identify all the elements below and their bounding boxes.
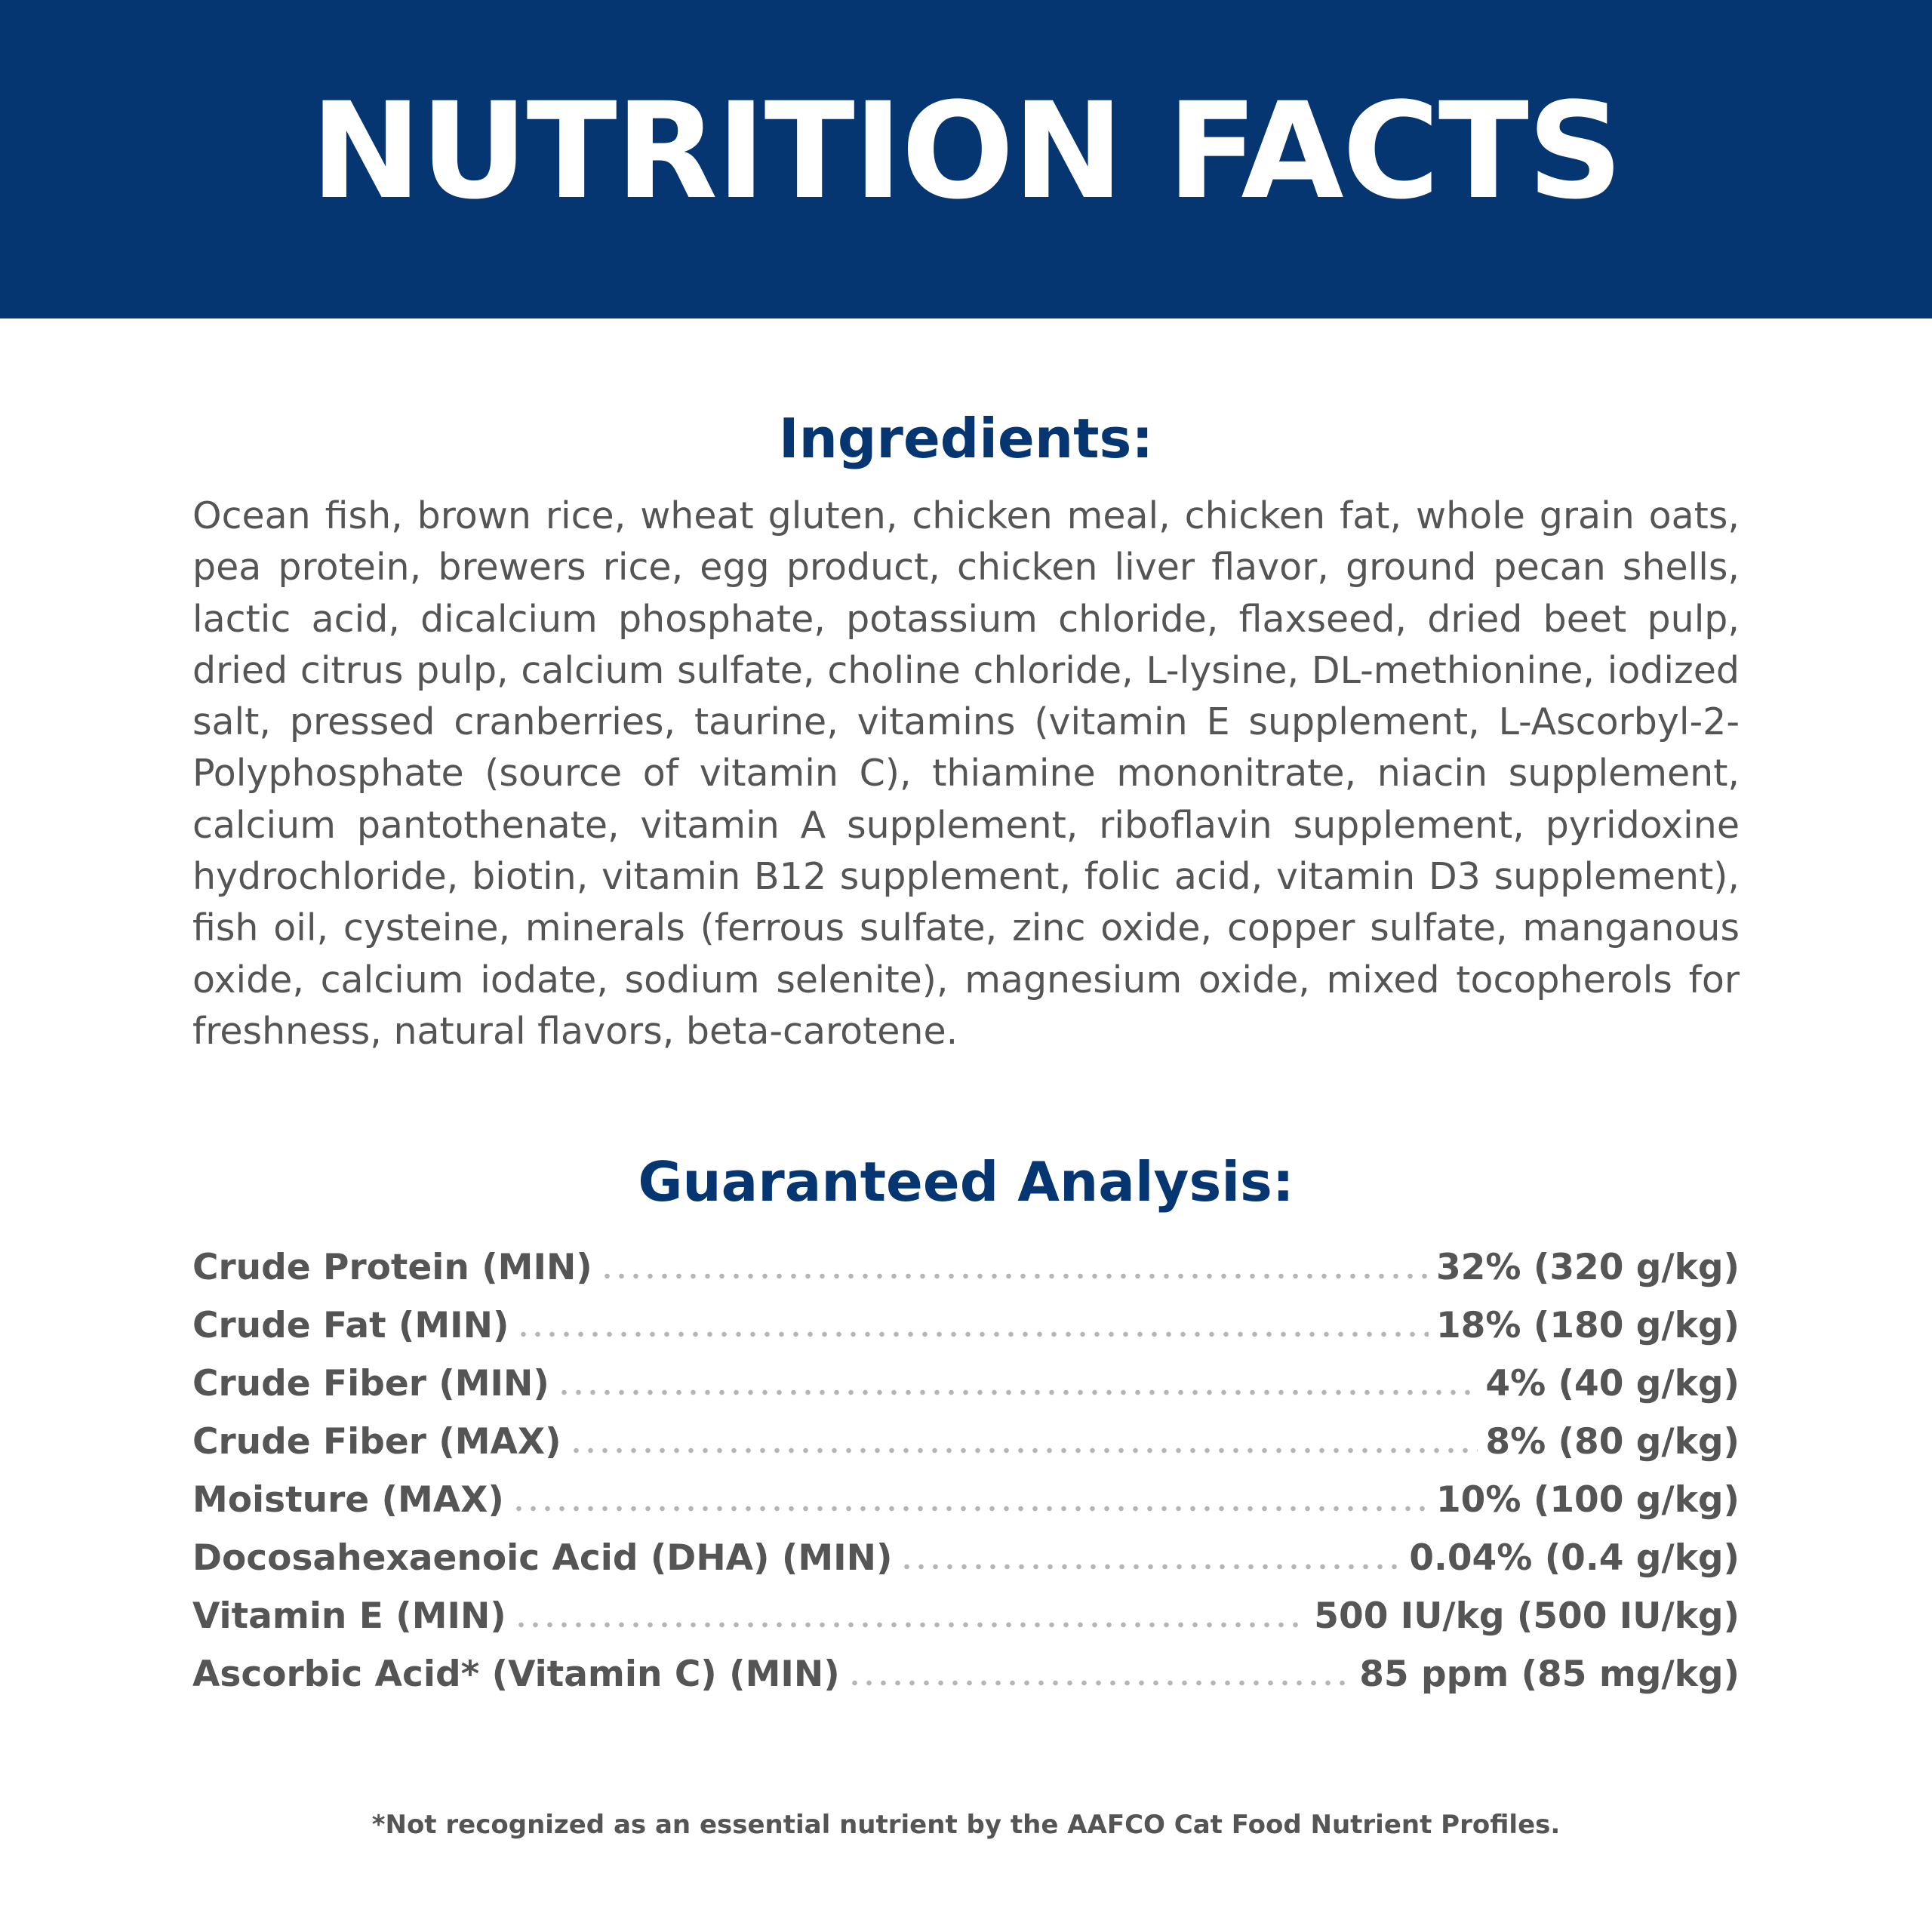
- analysis-row-crude-protein-min: [192, 1247, 1740, 1305]
- analysis-label: Crude Fiber (MIN): [192, 1363, 549, 1404]
- analysis-label: Docosahexaenoic Acid (DHA) (MIN): [192, 1537, 893, 1579]
- dot-leader: [600, 1273, 1429, 1279]
- footnote: *Not recognized as an essential nutrient by the AAFCO Cat Food Nutrient Profiles.: [371, 1810, 1561, 1840]
- analysis-value: 500 IU/kg (500 IU/kg): [1314, 1595, 1740, 1637]
- analysis-label: Moisture (MAX): [192, 1479, 504, 1521]
- analysis-value: 32% (320 g/kg): [1435, 1247, 1740, 1288]
- analysis-label: Crude Fat (MIN): [192, 1305, 509, 1346]
- analysis-label: Ascorbic Acid* (Vitamin C) (MIN): [192, 1654, 840, 1695]
- analysis-label: Vitamin E (MIN): [192, 1595, 506, 1637]
- dot-leader: [557, 1389, 1478, 1395]
- ingredients-text: Ocean fish, brown rice, wheat gluten, chicken meal, chicken fat, whole grain oats, pea protein, brewers rice, egg product, chicken liver flavor, ground pecan shells, lactic acid, dicalcium phosphate, potassium chloride, flaxseed, dried beet pulp, dried citrus pulp, calcium sulfate, choline chloride, L-lysine, DL-methionine, iodized salt, pressed cranberries, taurine, vitamins (vitamin E supplement, L-Ascorbyl-2-Polyphosphate (source of vitamin C), thiamine mononitrate, niacin supplement, calcium pantothenate, vitamin A supplement, riboflavin supplement, pyridoxine hydrochloride, biotin, vitamin B12 supplement, folic acid, vitamin D3 supplement), fish oil, cysteine, minerals (ferrous sulfate, zinc oxide, copper sulfate, manganous oxide, calcium iodate, sodium selenite), magnesium oxide, mixed tocopherols for freshness, natural flavors, beta-carotene.: [192, 494, 1740, 1053]
- analysis-value: 0.04% (0.4 g/kg): [1409, 1537, 1740, 1579]
- analysis-label: Crude Protein (MIN): [192, 1247, 592, 1288]
- dot-leader: [512, 1506, 1429, 1512]
- guaranteed-analysis-table: [192, 1247, 1740, 1712]
- dot-leader: [848, 1680, 1352, 1686]
- analysis-value: 85 ppm (85 mg/kg): [1359, 1654, 1740, 1695]
- analysis-row-crude-fiber-min: [192, 1363, 1740, 1421]
- guaranteed-analysis-heading: Guaranteed Analysis:: [638, 1150, 1294, 1214]
- analysis-label: Crude Fiber (MAX): [192, 1421, 561, 1463]
- ingredients-heading: Ingredients:: [778, 407, 1154, 470]
- analysis-row-vitamin-e-min: [192, 1595, 1740, 1654]
- analysis-row-moisture-max: [192, 1479, 1740, 1537]
- analysis-row-crude-fiber-max: [192, 1421, 1740, 1479]
- dot-leader: [514, 1622, 1307, 1628]
- analysis-row-crude-fat-min: [192, 1305, 1740, 1363]
- dot-leader: [900, 1564, 1401, 1570]
- analysis-value: 4% (40 g/kg): [1485, 1363, 1740, 1404]
- dot-leader: [569, 1447, 1478, 1454]
- analysis-value: 10% (100 g/kg): [1435, 1479, 1740, 1521]
- analysis-row-dha-min: [192, 1537, 1740, 1595]
- analysis-row-ascorbic-acid-min: [192, 1654, 1740, 1712]
- page-title: NUTRITION FACTS: [310, 74, 1622, 229]
- analysis-value: 18% (180 g/kg): [1435, 1305, 1740, 1346]
- dot-leader: [516, 1331, 1429, 1337]
- header-banner: [0, 0, 1932, 318]
- analysis-value: 8% (80 g/kg): [1485, 1421, 1740, 1463]
